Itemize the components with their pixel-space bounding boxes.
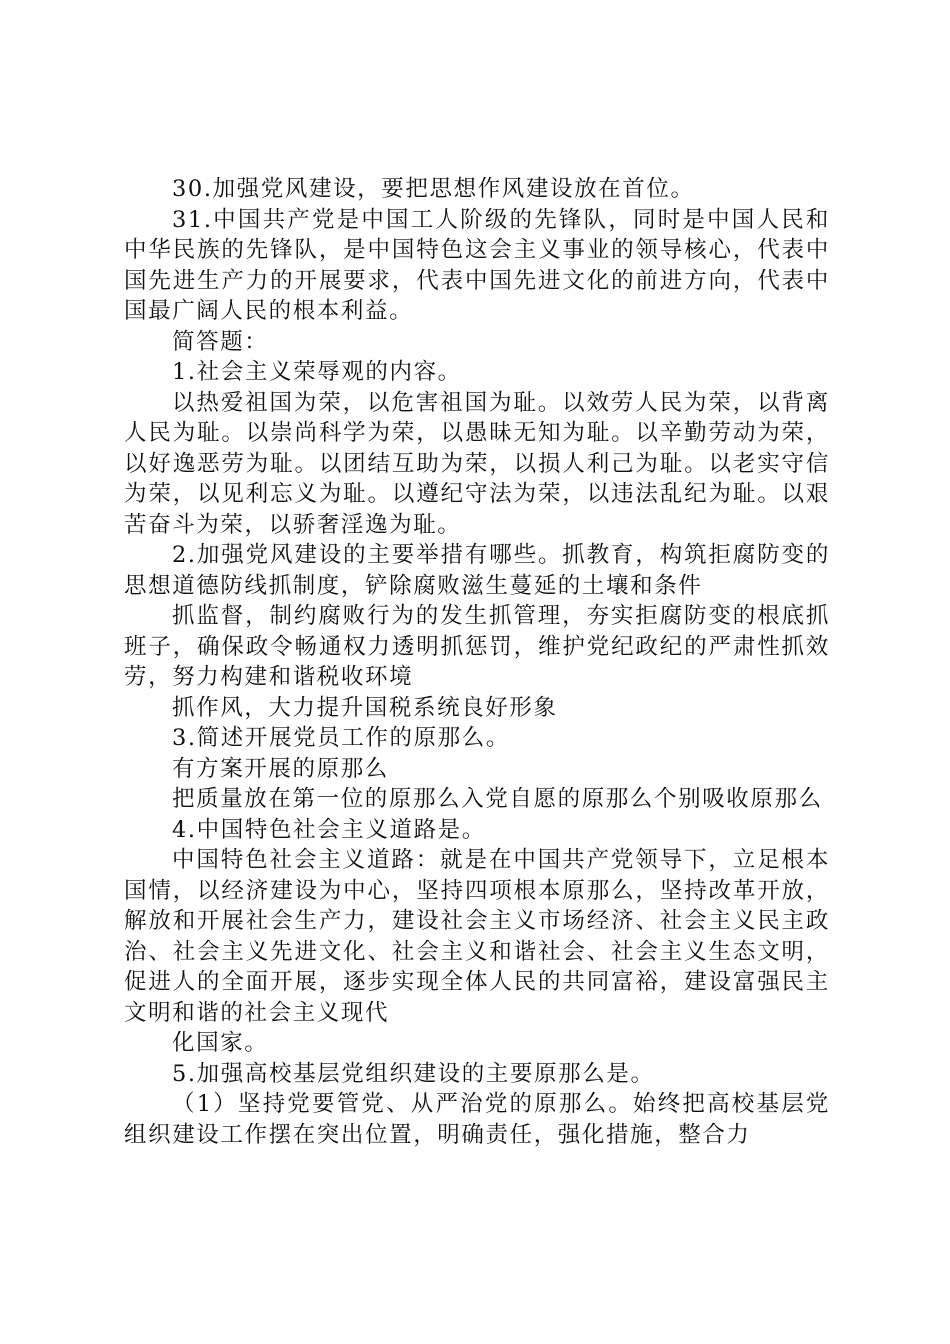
- paragraph-30: 30.加强党风建设，要把思想作风建设放在首位。: [172, 176, 695, 202]
- question-4: 4.中国特色社会主义道路是。: [172, 816, 486, 843]
- answer-2-part-2: 抓作风，大力提升国税系统良好形象: [172, 694, 558, 721]
- answer-3-part-2: 把质量放在第一位的原那么入党自愿的原那么个别吸收原那么: [172, 786, 823, 812]
- answer-5: （1）坚持党要管党、从严治党的原那么。始终把高校基层党组织建设工作摆在突出位置，明确责任，强化措施，整合力: [124, 1091, 830, 1148]
- question-3: 3.简述开展党员工作的原那么。: [172, 725, 510, 751]
- answer-3-part-1: 有方案开展的原那么: [172, 755, 389, 782]
- answer-4-part-2: 化国家。: [172, 1030, 269, 1056]
- question-5: 5.加强高校基层党组织建设的主要原那么是。: [172, 1060, 655, 1087]
- answer-2-part-1: 抓监督，制约腐败行为的发生抓管理，夯实拒腐防变的根底抓班子，确保政令畅通权力透明抓惩罚，维护党纪政纪的严肃性抓效劳，努力构建和谐税收环境: [124, 603, 830, 690]
- question-1: 1.社会主义荣辱观的内容。: [172, 359, 462, 385]
- question-2: 2.加强党风建设的主要举措有哪些。抓教育，构筑拒腐防变的思想道德防线抓制度，铲除腐败滋生蔓延的土壤和条件: [124, 542, 830, 599]
- document-body: [124, 174, 830, 1150]
- answer-4-part-1: 中国特色社会主义道路：就是在中国共产党领导下，立足根本国情，以经济建设为中心，坚持四项根本原那么，坚持改革开放，解放和开展社会生产力，建设社会主义市场经济、社会主义民主政治、社会主义先进文化、社会主义和谐社会、社会主义生态文明，促进人的全面开展，逐步实现全体人民的共同富裕，建设富强民主文明和谐的社会主义现代: [124, 847, 830, 1026]
- section-heading: 简答题：: [172, 328, 269, 355]
- paragraph-31: 31.中国共产党是中国工人阶级的先锋队，同时是中国人民和中华民族的先锋队，是中国特色这会主义事业的领导核心，代表中国先进生产力的开展要求，代表中国先进文化的前进方向，代表中国最广阔人民的根本利益。: [124, 206, 830, 324]
- answer-1: 以热爱祖国为荣，以危害祖国为耻。以效劳人民为荣，以背离人民为耻。以崇尚科学为荣，以愚昧无知为耻。以辛勤劳动为荣，以好逸恶劳为耻。以团结互助为荣，以损人利己为耻。以老实守信为荣，以见利忘义为耻。以遵纪守法为荣，以违法乱纪为耻。以艰苦奋斗为荣，以骄奢淫逸为耻。: [124, 389, 830, 538]
